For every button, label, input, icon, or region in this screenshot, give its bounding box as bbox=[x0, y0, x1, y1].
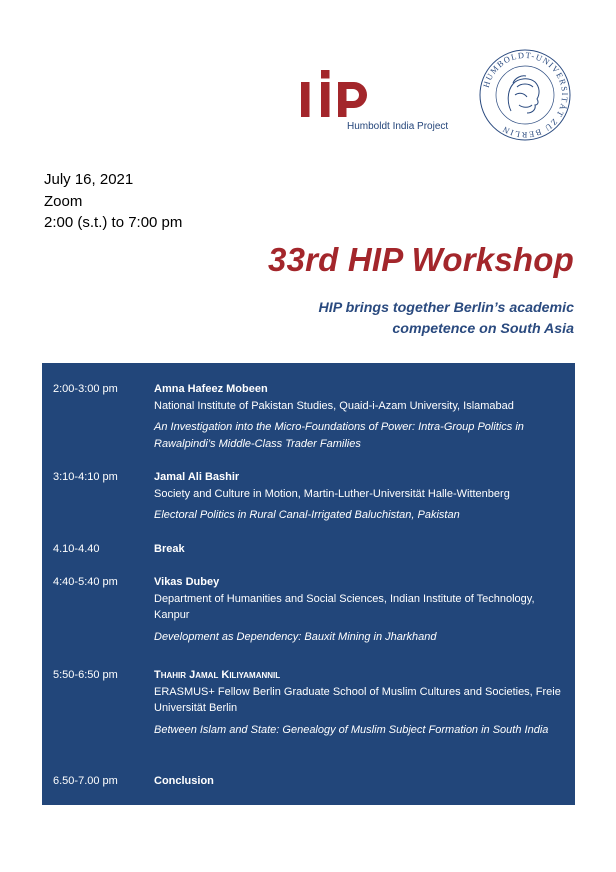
hip-logo bbox=[300, 68, 470, 138]
event-time: 2:00 (s.t.) to 7:00 pm bbox=[44, 214, 183, 231]
workshop-title: 33rd HIP Workshop bbox=[268, 241, 574, 278]
paper-title: Between Islam and State: Genealogy of Muslim Subject Formation in South India bbox=[154, 723, 549, 736]
slot-time: 2:00-3:00 pm bbox=[53, 383, 118, 395]
paper-title: Electoral Politics in Rural Canal-Irrigated Baluchistan, Pakistan bbox=[154, 509, 460, 521]
break-label: Break bbox=[154, 543, 185, 555]
slot-details bbox=[154, 773, 569, 790]
speaker-name: Vikas Dubey bbox=[154, 576, 220, 588]
slot-time: 6.50-7.00 pm bbox=[53, 775, 118, 787]
event-info bbox=[44, 169, 182, 234]
slot-time: 3:10-4:10 pm bbox=[53, 471, 118, 483]
speaker-name: Thahir Jamal Kiliyamannil bbox=[154, 669, 281, 681]
speaker-name: Amna Hafeez Mobeen bbox=[154, 383, 268, 395]
slot-details bbox=[154, 541, 569, 558]
schedule-panel bbox=[42, 363, 575, 805]
university-seal bbox=[477, 47, 573, 143]
slot-time: 5:50-6:50 pm bbox=[53, 669, 118, 681]
org-name: Humboldt India Project bbox=[347, 121, 449, 132]
profile-portrait bbox=[508, 76, 539, 113]
slot-time: 4:40-5:40 pm bbox=[53, 576, 118, 588]
speaker-affiliation: Society and Culture in Motion, Martin-Luther-Universität Halle-Wittenberg bbox=[154, 487, 510, 500]
event-date: July 16, 2021 bbox=[44, 171, 134, 188]
speaker-affiliation: ERASMUS+ Fellow Berlin Graduate School of Muslim Cultures and Societies, Freie Universität Berlin bbox=[154, 685, 561, 714]
slot-time: 4.10-4.40 bbox=[53, 543, 100, 555]
seal-text: HUMBOLDT-UNIVERSITÄT ZU BERLIN bbox=[481, 50, 570, 140]
speaker-name: Jamal Ali Bashir bbox=[154, 471, 240, 483]
hip-logo-mark bbox=[300, 68, 372, 120]
speaker-affiliation: Department of Humanities and Social Sciences, Indian Institute of Technology, Kanpur bbox=[154, 592, 535, 621]
paper-title: Development as Dependency: Bauxit Mining in Jharkhand bbox=[154, 630, 437, 643]
paper-title: An Investigation into the Micro-Foundations of Power: Intra-Group Politics in Rawalpindi’s Middle-Class Trader Families bbox=[154, 421, 524, 450]
tagline: HIP brings together Berlin’s academic competence on South Asia bbox=[318, 300, 574, 337]
slot-details bbox=[154, 381, 569, 452]
speaker-affiliation: National Institute of Pakistan Studies, Quaid-i-Azam University, Islamabad bbox=[154, 399, 514, 412]
slot-details bbox=[154, 469, 569, 524]
slot-details bbox=[154, 574, 569, 645]
conclusion-label: Conclusion bbox=[154, 775, 214, 787]
event-venue: Zoom bbox=[44, 192, 83, 210]
slot-details bbox=[154, 667, 569, 738]
